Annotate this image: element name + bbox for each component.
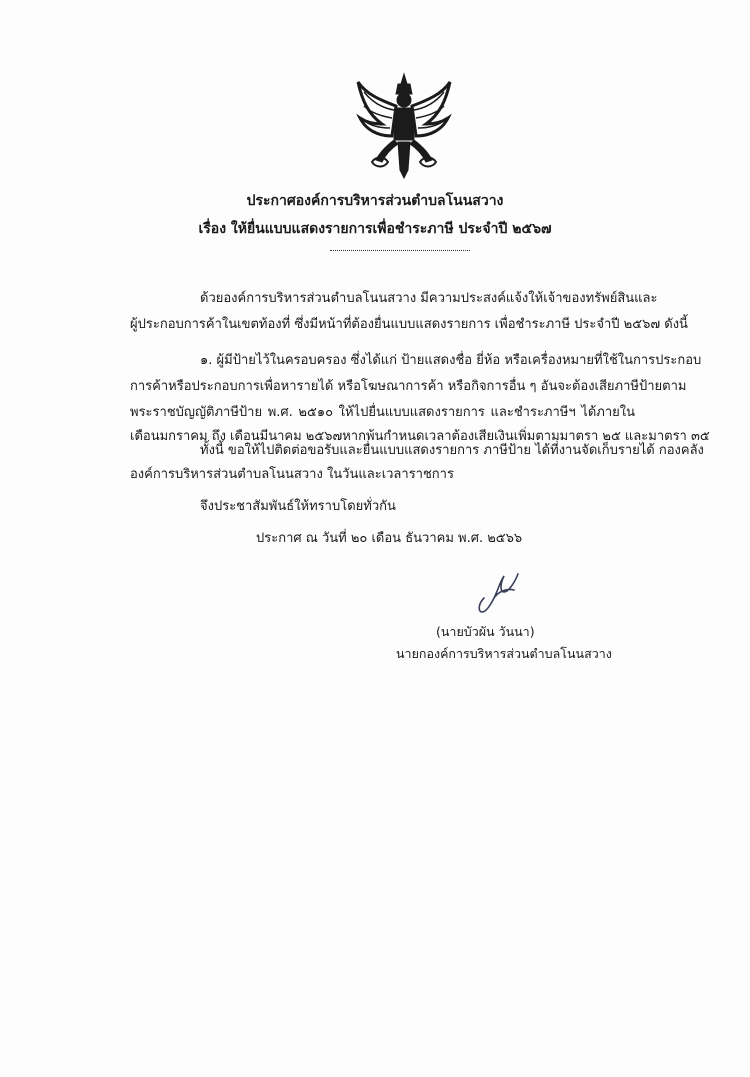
announcement-date: ประกาศ ณ วันที่ ๒๐ เดือน ธันวาคม พ.ศ. ๒๕๖๖: [256, 531, 523, 546]
body-paragraph-2-line-3: พระราชบัญญัติภาษีป้าย พ.ศ. ๒๕๑๐ ให้ไปยื่นแบบแสดงรายการ และชำระภาษีฯ ได้ภายใน: [130, 405, 635, 420]
closing-line: จึงประชาสัมพันธ์ให้ทราบโดยทั่วกัน: [200, 499, 396, 514]
handwritten-signature: [470, 562, 540, 622]
body-paragraph-2-line-2: การค้าหรือประกอบการเพื่อหารายได้ หรือโฆษณาการค้า หรือกิจการอื่น ๆ อันจะต้องเสียภาษีป้ายตาม: [130, 379, 687, 394]
body-paragraph-1-line-2: ผู้ประกอบการค้าในเขตท้องที่ ซึ่งมีหน้าที่ต้องยื่นแบบแสดงรายการ เพื่อชำระภาษี ประจำปี ๒๕๖๗ ดังนี้: [130, 317, 688, 332]
announcement-subject: เรื่อง ให้ยื่นแบบแสดงรายการเพื่อชำระภาษี ประจำปี ๒๕๖๗: [198, 221, 552, 237]
dotted-divider: [330, 250, 470, 251]
signer-name: (นายบัวผัน วันนา): [436, 624, 535, 639]
body-paragraph-2-line-1: ๑. ผู้มีป้ายไว้ในครอบครอง ซึ่งได้แก่ ป้ายแสดงชื่อ ยี่ห้อ หรือเครื่องหมายที่ใช้ในการประกอบ: [200, 353, 702, 368]
announcement-title: ประกาศองค์การบริหารส่วนตำบลโนนสวาง: [246, 193, 504, 209]
body-paragraph-3-line-2: องค์การบริหารส่วนตำบลโนนสวาง ในวันและเวลาราชการ: [130, 467, 454, 482]
garuda-emblem-icon: [350, 70, 458, 180]
body-paragraph-3-line-1: ทั้งนี้ ขอให้ไปติดต่อขอรับและยื่นแบบแสดงรายการ ภาษีป้าย ได้ที่งานจัดเก็บรายได้ กองคลัง: [200, 443, 704, 458]
body-paragraph-1-line-1: ด้วยองค์การบริหารส่วนตำบลโนนสวาง มีความประสงค์แจ้งให้เจ้าของทรัพย์สินและ: [200, 291, 658, 306]
body-paragraph-2-line-4: เดือนมกราคม ถึง เดือนมีนาคม ๒๕๖๗หากพ้นกำหนดเวลาต้องเสียเงินเพิ่มตามมาตรา ๒๕ และมาตรา ๓๕: [130, 429, 710, 444]
signer-title: นายกองค์การบริหารส่วนตำบลโนนสวาง: [396, 646, 612, 661]
